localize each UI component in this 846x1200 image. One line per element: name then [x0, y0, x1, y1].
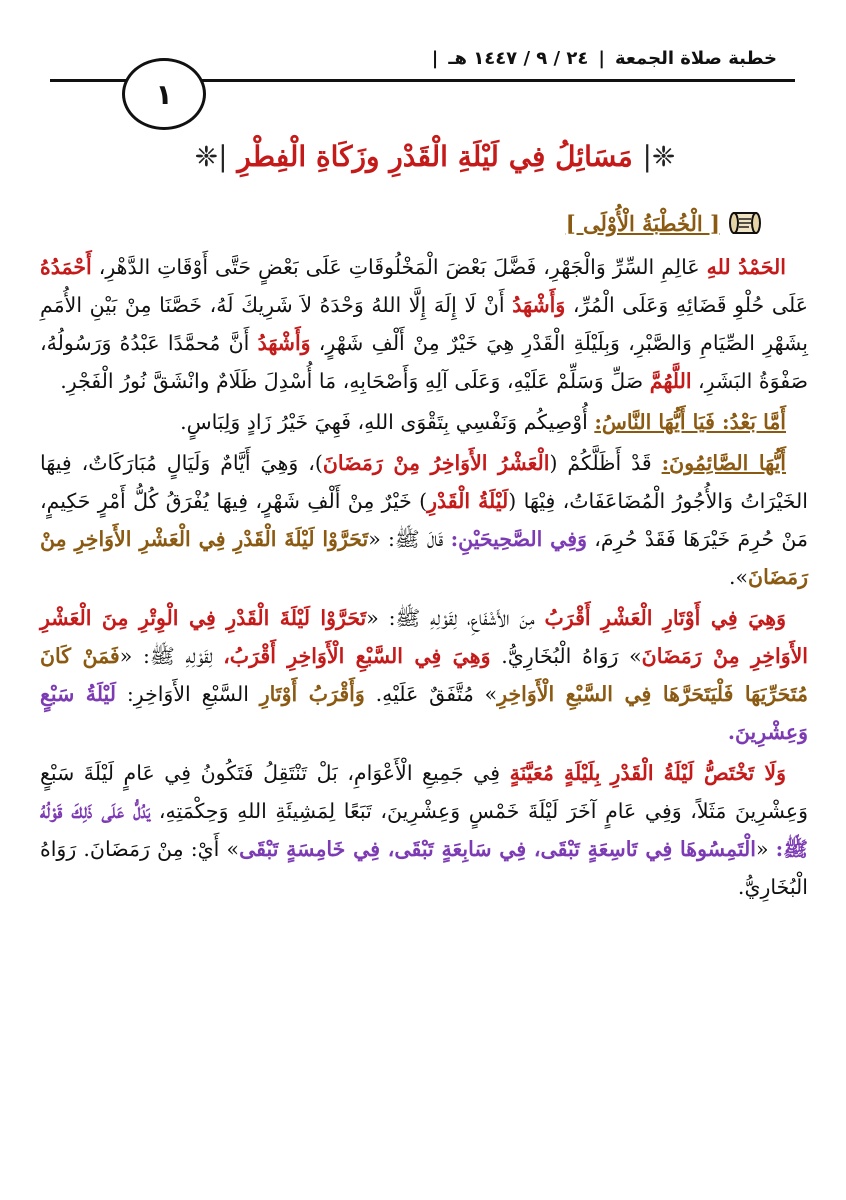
paragraph-odd-nights — [40, 599, 808, 751]
text-span: « — [755, 837, 776, 861]
text-span: أُوْصِيكُم وَنَفْسِي بِتَقْوَى اللهِ، فَهِيَ خَيْرُ زَادٍ وَلِبَاسٍ. — [180, 410, 595, 434]
text-span: الحَمْدُ للهِ — [706, 255, 786, 279]
text-span: وَلَا تَخْتَصُّ لَيْلَةُ الْقَدْرِ بِلَيْلَةٍ مُعَيَّنَةٍ — [509, 761, 786, 785]
text-span: أَمَّا بَعْدُ: فَيَا أَيُّهَا النَّاسُ: — [594, 410, 786, 434]
text-span: أَنْ لَا إِلَهَ إِلَّا اللهُ وَحْدَهُ لاَ شَرِيكَ لَهُ، خَصَّنَا مِنْ بَيْنِ الأُمَمِ بِشَهْرِ الصِّيَامِ وَالصَّبْرِ، وَبِلَيْلَةِ الْقَدْرِ هِيَ خَيْرٌ مِنْ أَلْفِ شَهْرٍ، — [40, 293, 808, 355]
text-span: وَأَقْرَبُ أَوْتَارِ — [259, 682, 365, 706]
text-span: )، وَهِيَ أَيَّامٌ وَلَيَالٍ مُبَارَكَاتٌ، فِيهَا الخَيْرَاتُ وَالأُجُورُ الْمُضَاعَفَاتُ، فِيْهَا ( — [40, 451, 808, 513]
text-span: وَأَشْهَدُ — [512, 293, 566, 317]
header-separator-end: | — [431, 47, 439, 69]
page-number: ١ — [122, 58, 206, 130]
page-header — [431, 40, 787, 76]
paragraph-opening — [40, 248, 808, 400]
header-title: خطبة صلاة الجمعة — [614, 47, 777, 69]
text-span: ». — [728, 565, 749, 589]
text-span: السَّبْعِ الأَوَاخِرِ: — [115, 682, 260, 706]
text-span: قَدْ أَظَلَّكُمْ ( — [549, 451, 662, 475]
header-separator: | — [598, 47, 605, 69]
text-span: اللَّهُمَّ — [649, 369, 692, 393]
text-span: يَدُلُّ عَلَى ذَلِكَ قَوْلُهُ ﷺ: — [40, 799, 808, 861]
text-span: ) خَيْرٌ مِنْ أَلْفِ شَهْرٍ، فِيهَا يُفْرَقُ كُلُّ أَمْرٍ حَكِيمٍ، مَنْ حُرِمَ خَيْرَهَا فَقَدْ حُرِمَ، — [40, 489, 809, 551]
paragraph-moving-night — [40, 754, 808, 906]
text-span: لَيْلَةُ سَبْعٍ وَعِشْرِينَ. — [40, 682, 808, 744]
text-span: وَأَشْهَدُ — [257, 331, 311, 355]
header-date: ٢٤ / ٩ / ١٤٤٧ هـ — [448, 47, 589, 69]
title-ornament-left: |❈ — [194, 140, 228, 173]
title-ornament-right: ❈| — [642, 140, 676, 173]
text-span: فِي جَمِيعِ الْأَعْوَامِ، بَلْ تَنْتَقِلُ فَتَكُونُ فِي عَامٍ لَيْلَةَ سَبْعٍ وَعِشْرِينَ مَثَلاً، وَفِي عَامٍ آخَرَ لَيْلَةَ خَمْسٍ وَعِشْرِينَ، تَبَعًا لِمَشِيئَةِ اللهِ وَحِكْمَتِهِ، — [40, 761, 808, 823]
hadith-text: فَمَنْ كَانَ مُتَحَرِّيَهَا فَلْيَتَحَرَّهَا فِي السَّبْعِ الْأَوَاخِرِ — [40, 644, 808, 706]
text-span: صَلِّ وَسَلِّمْ عَلَيْهِ، وَعَلَى آلِهِ وَأَصْحَابِهِ، مَا أُسْدِلَ ظَلَامٌ وانْشَقَّ نُورُ الْفَجْرِ. — [60, 369, 650, 393]
text-span: أَيُّهَا الصَّائِمُونَ: — [661, 451, 786, 475]
hadith-text: الْتَمِسُوهَا فِي تَاسِعَةٍ تَبْقَى، فِي سَابِعَةٍ تَبْقَى، فِي خَامِسَةٍ تَبْقَى — [239, 837, 756, 861]
page-title — [85, 140, 785, 188]
text-span: لَيْلَةُ الْقَدْرِ — [427, 489, 509, 513]
paragraph-address — [40, 403, 808, 441]
text-span: عَالِمِ السِّرِّ وَالْجَهْرِ، فَضَّلَ بَعْضَ الْمَخْلُوقَاتِ عَلَى بَعْضٍ حَتَّى أَوْقَاتِ الدَّهْرِ، — [91, 255, 707, 279]
title-text: مَسَائِلُ فِي لَيْلَةِ الْقَدْرِ وزَكَاةِ الْفِطْرِ — [237, 140, 633, 173]
text-span: مِنَ الأَشْفَاعِ، لِقَوْلِهِ ﷺ: « — [366, 606, 545, 630]
text-span: » رَوَاهُ الْبُخَارِيُّ. — [490, 644, 642, 668]
text-span: عَلَى حُلْوِ قَضَائِهِ وَعَلَى الْمُرِّ، — [565, 293, 808, 317]
text-span: الْعَشْرُ الأَوَاخِرُ مِنْ رَمَضَانَ — [322, 451, 550, 475]
text-span: لِقَوْلِهِ ﷺ: « — [119, 644, 224, 668]
hadith-text: تَحَرَّوْا لَيْلَةَ الْقَدْرِ فِي الْوِتْرِ مِنَ الْعَشْرِ الأَوَاخِرِ مِنْ رَمَضَانَ — [40, 606, 808, 668]
text-span: » مُتَّفَقٌ عَلَيْهِ. — [364, 682, 498, 706]
text-span: قَالَ ﷺ: « — [368, 527, 451, 551]
text-span: » أَيْ: مِنْ رَمَضَانَ. رَوَاهُ الْبُخَارِيُّ. — [40, 837, 808, 899]
section-heading — [566, 205, 762, 241]
text-span: وَهِيَ فِي السَّبْعِ الْأَوَاخِرِ أَقْرَبُ، — [223, 644, 491, 668]
sermon-body — [40, 248, 808, 909]
text-span: أَنَّ مُحمَّدًا عَبْدُهُ وَرَسُولُهُ، صَفْوَةُ البَشَرِ، — [40, 331, 808, 393]
scroll-icon — [728, 209, 762, 237]
text-span: أَحْمَدُهُ — [40, 255, 92, 279]
hadith-text: تَحَرَّوْا لَيْلَةَ الْقَدْرِ فِي الْعَشْرِ الأَوَاخِرِ مِنْ رَمَضَانَ — [40, 527, 808, 589]
paragraph-last-ten — [40, 444, 808, 596]
text-span: وَهِيَ فِي أَوْتَارِ الْعَشْرِ أَقْرَبُ — [544, 606, 786, 630]
text-span: وَفِي الصَّحِيحَيْنِ: — [450, 527, 587, 551]
section-heading-text: [ الْخُطْبَةُ الْأُوْلَى ] — [565, 210, 720, 236]
